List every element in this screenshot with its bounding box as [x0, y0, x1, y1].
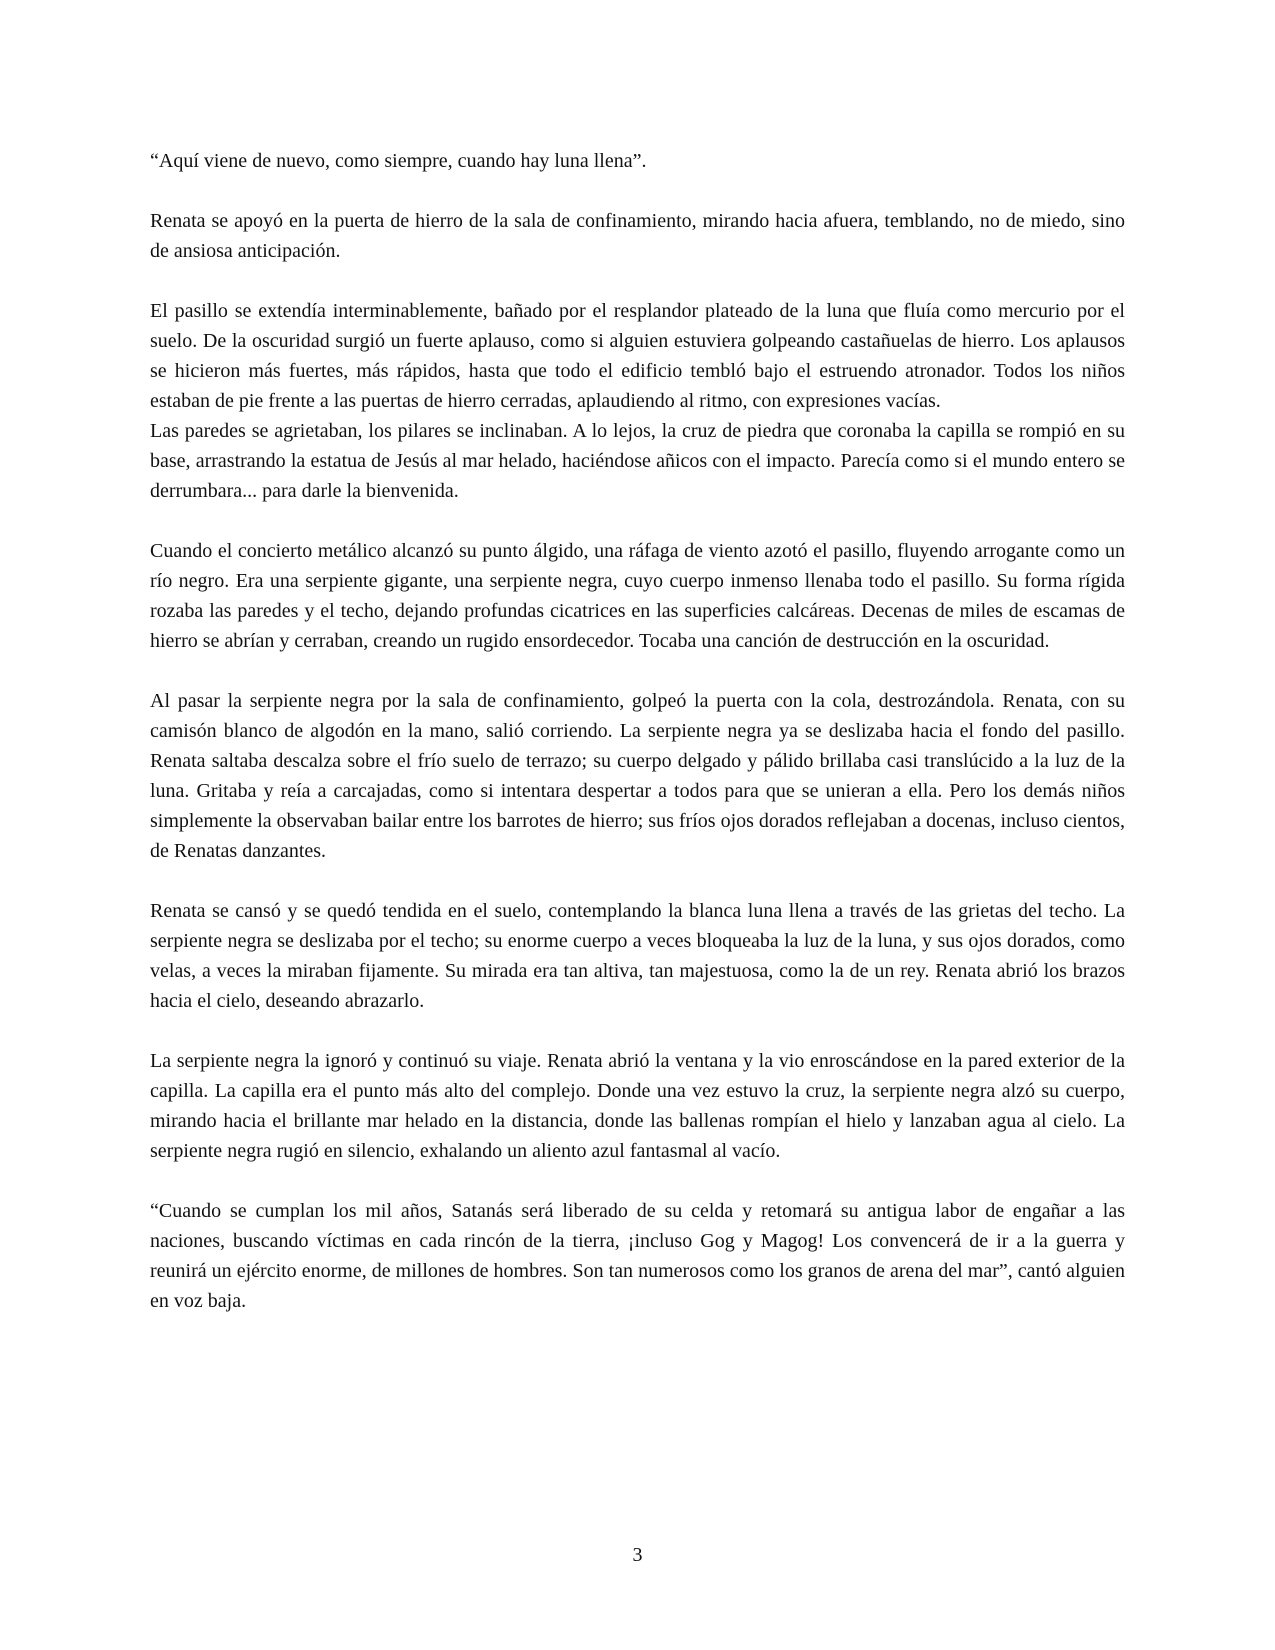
page-number: 3	[632, 1544, 643, 1566]
paragraph-1: “Aquí viene de nuevo, como siempre, cuando hay luna llena”.	[150, 150, 647, 172]
paragraph-2: Renata se apoyó en la puerta de hierro de la sala de confinamiento, mirando hacia afuera, temblando, no de miedo, sino de ansiosa anticipación.	[150, 210, 1125, 262]
paragraph-9: “Cuando se cumplan los mil años, Satanás será liberado de su celda y retomará su antigua labor de engañar a las naciones, buscando víctimas en cada rincón de la tierra, ¡incluso Gog y Magog! Los convencerá de ir a la guerra y reunirá un ejército enorme, de millones de hombres. Son tan numerosos como los granos de arena del mar”, cantó alguien en voz baja.	[150, 1200, 1125, 1312]
text-body	[150, 146, 1125, 1346]
paragraph-6: Al pasar la serpiente negra por la sala de confinamiento, golpeó la puerta con la cola, destrozándola. Renata, con su camisón blanco de algodón en la mano, salió corriendo. La serpiente negra ya se deslizaba hacia el fondo del pasillo. Renata saltaba descalza sobre el frío suelo de terrazo; su cuerpo delgado y pálido brillaba casi translúcido a la luz de la luna. Gritaba y reía a carcajadas, como si intentara despertar a todos para que se unieran a ella. Pero los demás niños simplemente la observaban bailar entre los barrotes de hierro; sus fríos ojos dorados reflejaban a docenas, incluso cientos, de Renatas danzantes.	[150, 690, 1125, 862]
paragraph-8: La serpiente negra la ignoró y continuó su viaje. Renata abrió la ventana y la vio enroscándose en la pared exterior de la capilla. La capilla era el punto más alto del complejo. Donde una vez estuvo la cruz, la serpiente negra alzó su cuerpo, mirando hacia el brillante mar helado en la distancia, donde las ballenas rompían el hielo y lanzaban agua al cielo. La serpiente negra rugió en silencio, exhalando un aliento azul fantasmal al vacío.	[150, 1050, 1125, 1162]
paragraph-7: Renata se cansó y se quedó tendida en el suelo, contemplando la blanca luna llena a través de las grietas del techo. La serpiente negra se deslizaba por el techo; su enorme cuerpo a veces bloqueaba la luz de la luna, y sus ojos dorados, como velas, a veces la miraban fijamente. Su mirada era tan altiva, tan majestuosa, como la de un rey. Renata abrió los brazos hacia el cielo, deseando abrazarlo.	[150, 900, 1125, 1012]
paragraph-3: El pasillo se extendía interminablemente, bañado por el resplandor plateado de la luna que fluía como mercurio por el suelo. De la oscuridad surgió un fuerte aplauso, como si alguien estuviera golpeando castañuelas de hierro. Los aplausos se hicieron más fuertes, más rápidos, hasta que todo el edificio tembló bajo el estruendo atronador. Todos los niños estaban de pie frente a las puertas de hierro cerradas, aplaudiendo al ritmo, con expresiones vacías.	[150, 300, 1125, 412]
paragraph-4: Las paredes se agrietaban, los pilares se inclinaban. A lo lejos, la cruz de piedra que coronaba la capilla se rompió en su base, arrastrando la estatua de Jesús al mar helado, haciéndose añicos con el impacto. Parecía como si el mundo entero se derrumbara... para darle la bienvenida.	[150, 420, 1125, 502]
paragraph-5: Cuando el concierto metálico alcanzó su punto álgido, una ráfaga de viento azotó el pasillo, fluyendo arrogante como un río negro. Era una serpiente gigante, una serpiente negra, cuyo cuerpo inmenso llenaba todo el pasillo. Su forma rígida rozaba las paredes y el techo, dejando profundas cicatrices en las superficies calcáreas. Decenas de miles de escamas de hierro se abrían y cerraban, creando un rugido ensordecedor. Tocaba una canción de destrucción en la oscuridad.	[150, 540, 1125, 652]
